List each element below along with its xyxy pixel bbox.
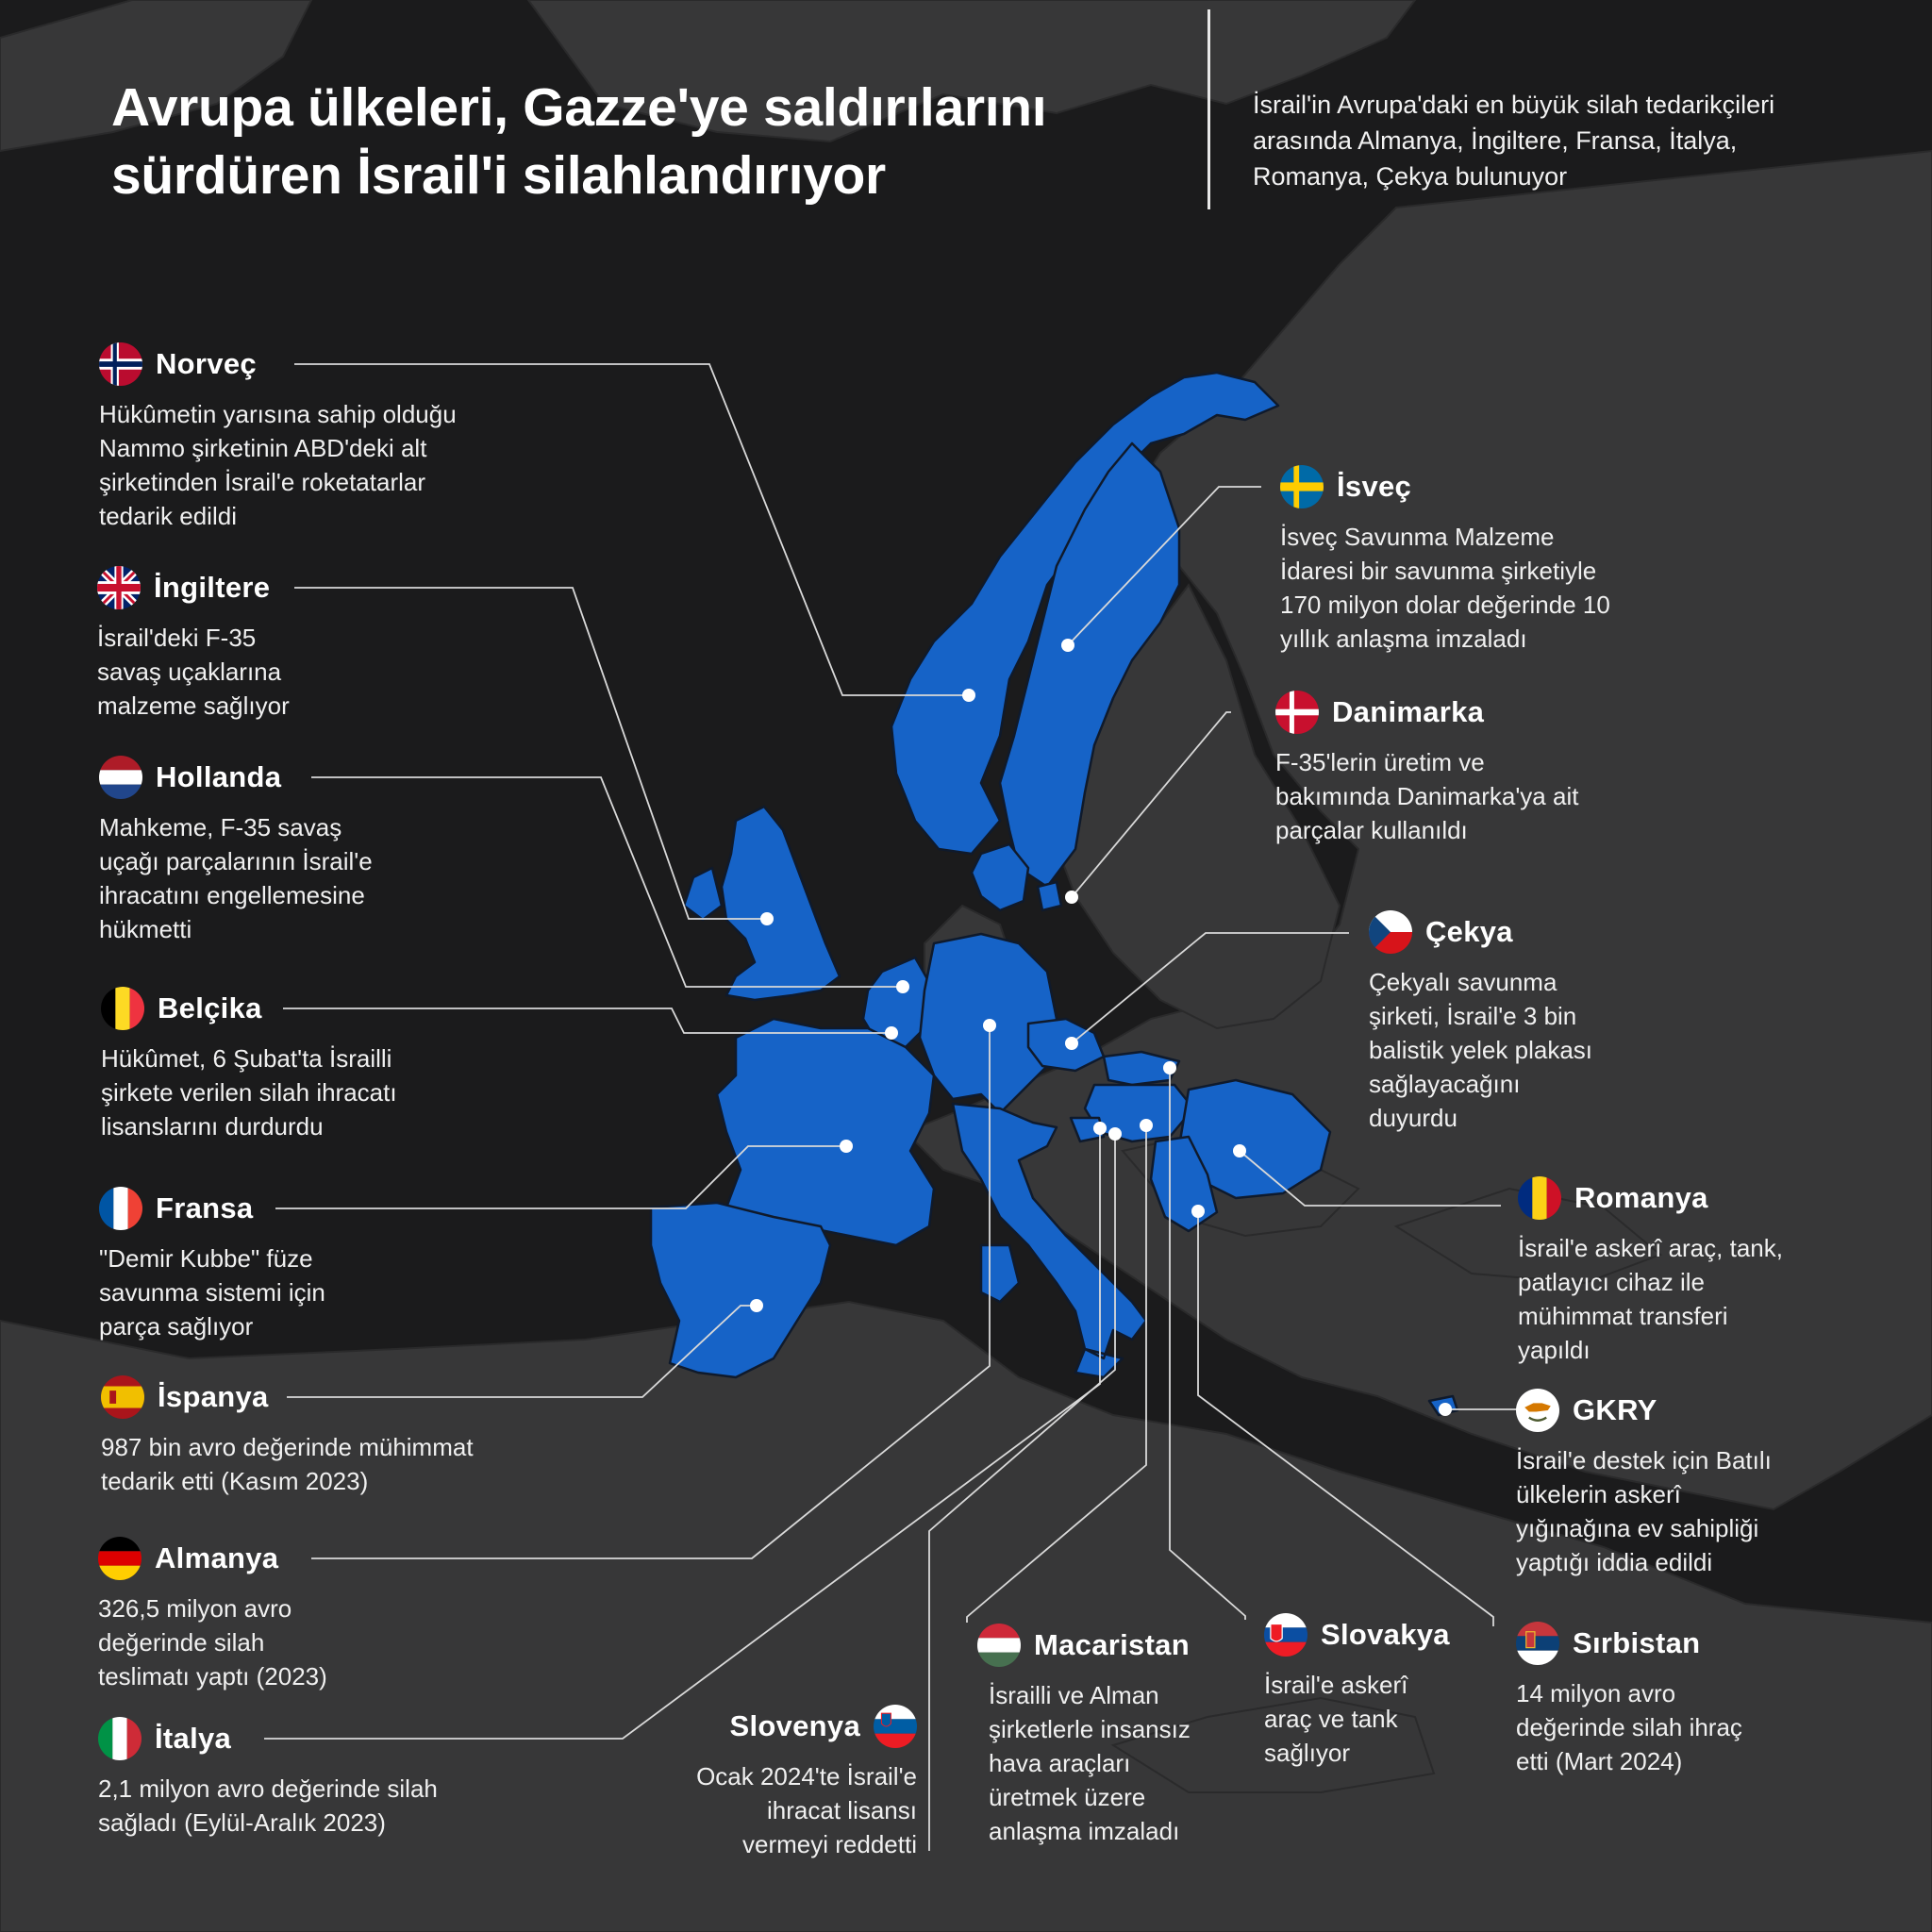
country-name: Sırbistan xyxy=(1573,1626,1701,1659)
italy-flag-icon xyxy=(98,1717,142,1760)
country-desc: İsrail'e askerî araç ve tank sağlıyor xyxy=(1264,1671,1408,1767)
entry-romanya xyxy=(1518,1174,1783,1367)
country-name: İspanya xyxy=(158,1380,269,1413)
title-line-1: Avrupa ülkeleri, Gazze'ye saldırılarını xyxy=(111,77,1047,138)
country-name: Çekya xyxy=(1425,915,1513,948)
entry-isvec xyxy=(1280,463,1610,656)
country-name: Hollanda xyxy=(156,760,282,793)
denmark-flag-icon xyxy=(1275,691,1319,734)
romania-flag-icon xyxy=(1518,1176,1561,1220)
country-name: Macaristan xyxy=(1034,1628,1190,1661)
country-name: Fransa xyxy=(156,1191,254,1224)
entry-slovakya xyxy=(1264,1611,1450,1770)
header-divider xyxy=(1208,9,1210,209)
czechia-flag-icon xyxy=(1369,910,1412,954)
country-name: Slovenya xyxy=(729,1709,860,1742)
country-name: GKRY xyxy=(1573,1393,1657,1426)
netherlands-flag-icon xyxy=(99,756,142,799)
country-desc: 987 bin avro değerinde mühimmat tedarik etti (Kasım 2023) xyxy=(101,1433,474,1495)
country-desc: "Demir Kubbe" füze savunma sistemi için parça sağlıyor xyxy=(99,1244,325,1341)
slovenia-flag-icon xyxy=(874,1705,917,1748)
entry-italya xyxy=(98,1715,438,1840)
country-desc: Hükûmet, 6 Şubat'ta İsrailli şirkete verilen silah ihracatı lisanslarını durdurdu xyxy=(101,1044,397,1141)
country-desc: 326,5 milyon avro değerinde silah teslimatı yaptı (2023) xyxy=(98,1594,327,1690)
country-desc: Çekyalı savunma şirketi, İsrail'e 3 bin balistik yelek plakası sağlayacağını duyurdu xyxy=(1369,968,1592,1132)
entry-slovenya xyxy=(696,1703,917,1861)
country-desc: Mahkeme, F-35 savaş uçağı parçalarının İsrail'e ihracatını engellemesine hükmetti xyxy=(99,813,373,943)
country-desc: İsrail'e destek için Batılı ülkelerin askerî yığınağına ev sahipliği yaptığı iddia edildi xyxy=(1516,1446,1772,1576)
subtitle: İsrail'in Avrupa'daki en büyük silah tedarikçileri arasında Almanya, İngiltere, Fransa, İtalya, Romanya, Çekya bulunuyor xyxy=(1253,91,1775,191)
entry-cekya xyxy=(1369,908,1592,1135)
country-name: Almanya xyxy=(155,1541,279,1574)
entry-fransa xyxy=(99,1185,325,1343)
slovakia-flag-icon xyxy=(1264,1613,1307,1657)
entry-ispanya xyxy=(101,1374,474,1498)
country-name: Slovakya xyxy=(1321,1618,1450,1651)
entry-danimarka xyxy=(1275,689,1578,847)
hungary-flag-icon xyxy=(977,1624,1021,1667)
entry-gkry xyxy=(1516,1387,1772,1579)
page-title xyxy=(111,74,1196,209)
belgium-flag-icon xyxy=(101,987,144,1030)
country-desc: İsrailli ve Alman şirketlerle insansız hava araçları üretmek üzere anlaşma imzaladı xyxy=(989,1681,1191,1845)
entry-belcika xyxy=(101,985,397,1143)
france-flag-icon xyxy=(99,1187,142,1230)
country-name: Norveç xyxy=(156,347,257,380)
norway-flag-icon xyxy=(99,342,142,386)
country-desc: Hükûmetin yarısına sahip olduğu Nammo şirketinin ABD'deki alt şirketinden İsrail'e roketatarlar tedarik edildi xyxy=(99,400,457,530)
country-desc: İsrail'e askerî araç, tank, patlayıcı cihaz ile mühimmat transferi yapıldı xyxy=(1518,1234,1783,1364)
entry-hollanda xyxy=(99,754,373,946)
title-line-2: sürdüren İsrail'i silahlandırıyor xyxy=(111,145,886,206)
entry-macaristan xyxy=(977,1622,1191,1848)
entry-almanya xyxy=(98,1535,327,1693)
country-name: İngiltere xyxy=(154,571,271,604)
country-name: İsveç xyxy=(1337,470,1412,503)
cyprus-flag-icon xyxy=(1516,1389,1559,1432)
entry-norvec xyxy=(99,341,457,533)
germany-flag-icon xyxy=(98,1537,142,1580)
country-name: Belçika xyxy=(158,991,262,1024)
uk-flag-icon xyxy=(97,566,141,609)
country-desc: İsveç Savunma Malzeme İdaresi bir savunma şirketiyle 170 milyon dolar değerinde 10 yıllık anlaşma imzaladı xyxy=(1280,523,1610,653)
spain-flag-icon xyxy=(101,1375,144,1419)
sweden-flag-icon xyxy=(1280,465,1324,508)
country-desc: İsrail'deki F-35 savaş uçaklarına malzeme sağlıyor xyxy=(97,624,290,720)
country-name: İtalya xyxy=(155,1722,232,1755)
entry-ingiltere xyxy=(97,564,290,723)
country-desc: Ocak 2024'te İsrail'e ihracat lisansı vermeyi reddetti xyxy=(696,1762,917,1858)
country-desc: F-35'lerin üretim ve bakımında Danimarka'ya ait parçalar kullanıldı xyxy=(1275,748,1579,844)
entry-sirbistan xyxy=(1516,1620,1742,1778)
country-desc: 2,1 milyon avro değerinde silah sağladı (Eylül-Aralık 2023) xyxy=(98,1774,438,1837)
country-desc: 14 milyon avro değerinde silah ihraç etti (Mart 2024) xyxy=(1516,1679,1742,1775)
country-name: Romanya xyxy=(1574,1181,1708,1214)
uk-shape xyxy=(684,807,840,1000)
serbia-flag-icon xyxy=(1516,1622,1559,1665)
country-name: Danimarka xyxy=(1332,695,1485,728)
